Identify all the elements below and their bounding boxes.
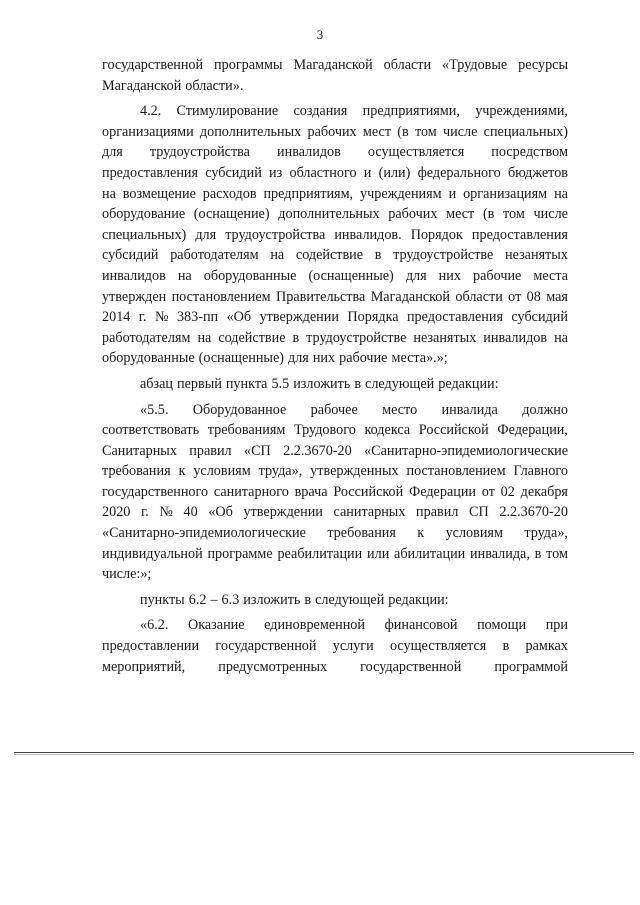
scan-edge-line [14, 752, 634, 753]
word: ресурсы [518, 57, 568, 73]
word: субсидий [205, 164, 262, 181]
page-number: 3 [316, 27, 324, 42]
word: на [270, 247, 285, 264]
word: абилитации [394, 545, 466, 562]
word: в [292, 329, 300, 346]
text-line [102, 307, 568, 328]
text-line [102, 544, 568, 565]
text-line [102, 287, 568, 308]
word: (оснащенные) [308, 267, 394, 284]
text-line [102, 564, 568, 585]
word: предприятиями, [362, 103, 460, 120]
word: санитарного [213, 483, 289, 500]
word: места».»; [391, 350, 448, 367]
word: «Трудовые [442, 57, 508, 73]
word: 40 [183, 504, 198, 521]
text-line [102, 441, 568, 462]
word: в [534, 545, 542, 562]
word: государственной [102, 57, 204, 73]
word: мест [362, 123, 392, 140]
word: рабочих [307, 123, 357, 140]
word: «5.5. [140, 401, 169, 418]
word: том [546, 545, 568, 562]
word: «Об [226, 309, 252, 326]
word: и [363, 164, 372, 181]
text-line [102, 225, 568, 246]
word: индивидуальной [102, 545, 203, 562]
word: следующей [315, 591, 385, 608]
word: Федерации [409, 483, 477, 500]
word: Санитарных [102, 442, 177, 459]
word: № [154, 309, 169, 326]
word: государственного [102, 483, 209, 500]
scan-edge-shadow [14, 754, 634, 755]
word: (оснащенные) [198, 350, 284, 367]
word: трудоустройстве [306, 329, 407, 346]
word: дополнительных [278, 206, 380, 223]
text-line [102, 657, 568, 678]
word: оборудованные [203, 267, 297, 284]
text-line [102, 400, 568, 421]
word: для [195, 226, 217, 243]
word: изложить [293, 375, 351, 392]
word: правил [416, 504, 459, 521]
word: услуги [332, 638, 374, 655]
word: Оказание [187, 617, 245, 634]
word: работодателям [102, 329, 191, 346]
text-line [102, 266, 568, 287]
word: рабочих [388, 206, 438, 223]
text-line [102, 142, 568, 163]
word: организациями [102, 123, 194, 140]
word: г. [140, 504, 149, 521]
word: требования [102, 463, 171, 480]
text-line [102, 590, 568, 611]
word: помощи [477, 617, 527, 634]
word: и [448, 185, 457, 202]
word: предприятиям, [263, 185, 354, 202]
word: государственной [215, 638, 317, 655]
word: том [414, 123, 437, 140]
word: на [197, 329, 212, 346]
word: Трудового [293, 422, 356, 439]
word: утвержден [102, 288, 167, 305]
text-line [102, 122, 568, 143]
word: оборудованные [102, 350, 195, 367]
word: рабочие [472, 267, 522, 284]
word: «Об [208, 504, 233, 521]
word: абзац [140, 375, 174, 392]
word: том [503, 206, 525, 223]
word: инвалидов [483, 329, 548, 346]
word: от [481, 483, 495, 500]
word: дополнительных [199, 123, 302, 140]
word: мест [446, 206, 475, 223]
text-line [102, 461, 568, 482]
word: первый [177, 375, 222, 392]
word: субсидий [102, 247, 159, 264]
text-line [102, 636, 568, 657]
word: инвалида, [470, 545, 530, 562]
text-line [102, 204, 568, 225]
word: из [269, 164, 283, 181]
word: в [354, 375, 362, 392]
word: Порядок [410, 226, 463, 243]
word: трудоустройства [225, 226, 326, 243]
word: единовременной [264, 617, 365, 634]
word: при [545, 617, 568, 634]
text-line [102, 420, 568, 441]
word: инвалидов. [334, 226, 402, 243]
text-line [102, 101, 568, 122]
text-line [102, 184, 568, 205]
word: места [533, 267, 568, 284]
word: на [177, 267, 192, 284]
word: труда», [524, 525, 568, 542]
word: к [178, 463, 186, 480]
word: «Санитарно-эпидемиологические [102, 525, 306, 542]
word: санитарных [333, 504, 406, 521]
word: 6.3 [221, 591, 240, 608]
word: утверждении [259, 309, 339, 326]
word: к [417, 525, 425, 542]
word: пункты [140, 591, 185, 608]
word: Российской [418, 422, 489, 439]
word: труда», [258, 463, 303, 480]
word: предоставления [406, 309, 503, 326]
text-line [102, 523, 568, 544]
word: содействие [295, 247, 364, 264]
word: 4.2. [140, 103, 162, 120]
word: рабочие [339, 350, 388, 367]
word: г. [138, 309, 147, 326]
word: организациям [463, 185, 548, 202]
word: Правительства [276, 288, 366, 305]
word: постановлением [171, 288, 271, 305]
word: субсидий [511, 309, 568, 326]
word: 5.5 [271, 375, 290, 392]
word: следующей [365, 375, 435, 392]
word: них [312, 350, 336, 367]
word: рабочее [310, 401, 358, 418]
word: незанятых [413, 329, 477, 346]
word: для [287, 350, 309, 367]
word: Главного [513, 463, 568, 480]
word: мая [546, 288, 568, 305]
word: областного [289, 164, 357, 181]
word: оборудование [102, 206, 186, 223]
word: предоставления [102, 164, 199, 181]
word: 2014 [102, 309, 131, 326]
word: рамках [525, 638, 568, 655]
word: в [502, 638, 510, 655]
word: 08 [526, 288, 541, 305]
text-line [102, 55, 568, 76]
word: федерального [417, 164, 501, 181]
word: (в [482, 206, 495, 223]
word: «6.2. [140, 617, 169, 634]
word: инвалидов [277, 144, 341, 161]
text-line [102, 348, 568, 369]
word: учреждениям [360, 185, 442, 202]
word: области [455, 288, 503, 305]
word: Российской [333, 483, 404, 500]
word: 2.2.3670-20 [283, 442, 352, 459]
word: числе [443, 123, 478, 140]
word: – [210, 591, 218, 608]
word: 02 [500, 483, 515, 500]
word: Стимулирование [176, 103, 279, 120]
word: Федерации, [497, 422, 568, 439]
word: на [102, 185, 116, 202]
word: «СП [243, 442, 271, 459]
word: специальных) [102, 226, 187, 243]
word: от [508, 288, 522, 305]
word: врача [294, 483, 328, 500]
word: требования [327, 525, 396, 542]
word: пункта [225, 375, 268, 392]
text-line [102, 76, 568, 97]
word: государственной [360, 658, 462, 675]
word: условиям [193, 463, 251, 480]
word: посредством [491, 144, 568, 161]
word: возмещение [122, 185, 196, 202]
word: трудоустройстве [393, 247, 494, 264]
word: утвержденных [310, 463, 399, 480]
word: осуществляется [389, 638, 487, 655]
word: предусмотренных [218, 658, 328, 675]
word: или [367, 545, 390, 562]
word: незанятых [505, 247, 568, 264]
text-line [102, 615, 568, 636]
word: них [438, 267, 461, 284]
word: кодекса [364, 422, 411, 439]
text-line [102, 163, 568, 184]
word: редакции: [438, 375, 499, 392]
word: в [374, 247, 382, 264]
word: программе [207, 545, 273, 562]
word: предоставлении [102, 638, 200, 655]
word: числе:»; [102, 566, 152, 583]
word: постановлением [406, 463, 506, 480]
word: программы [214, 57, 283, 73]
word: предоставления [471, 226, 568, 243]
word: учреждениями, [475, 103, 568, 120]
word: соответствовать [102, 422, 200, 439]
word: СП [469, 504, 489, 521]
word: для [102, 144, 123, 161]
word: для [405, 267, 427, 284]
word: Магаданской [293, 57, 373, 73]
word: создания [293, 103, 348, 120]
word: редакции: [388, 591, 449, 608]
word: Магаданской [102, 77, 182, 94]
word: на [554, 185, 568, 202]
word: области [383, 57, 432, 73]
word: 2.2.3670-20 [499, 504, 568, 521]
word: бюджетов [507, 164, 568, 181]
word: Порядка [347, 309, 399, 326]
word: мероприятий, [102, 658, 186, 675]
word: на [554, 329, 568, 346]
word: программой [494, 658, 568, 675]
word: «Санитарно-эпидемиологические [364, 442, 568, 459]
word: Оборудованное [192, 401, 287, 418]
word: финансовой [384, 617, 458, 634]
word: 383-пп [176, 309, 219, 326]
word: специальных) [483, 123, 568, 140]
text-line [102, 374, 568, 395]
word: 6.2 [188, 591, 207, 608]
word: инвалида [441, 401, 498, 418]
word: области». [185, 77, 244, 94]
word: осуществляется [367, 144, 465, 161]
word: числе [533, 206, 568, 223]
word: содействие [218, 329, 286, 346]
word: в [304, 591, 312, 608]
word: расходов [202, 185, 257, 202]
word: работодателям [170, 247, 259, 264]
word: инвалидов [102, 267, 166, 284]
word: (оснащение) [193, 206, 270, 223]
word: 2020 [102, 504, 131, 521]
word: изложить [243, 591, 301, 608]
word: декабря [520, 483, 568, 500]
word: место [382, 401, 418, 418]
text-line [102, 482, 568, 503]
word: требованиям [207, 422, 286, 439]
word: (или) [378, 164, 411, 181]
word: № [159, 504, 173, 521]
word: условиям [445, 525, 503, 542]
word: (в [397, 123, 409, 140]
word: Магаданской [370, 288, 450, 305]
word: правил [189, 442, 232, 459]
word: утверждении [243, 504, 323, 521]
document-body [102, 55, 568, 677]
text-line [102, 245, 568, 266]
text-line [102, 502, 568, 523]
word: должно [522, 401, 568, 418]
text-line [102, 328, 568, 349]
word: реабилитации [277, 545, 363, 562]
word: трудоустройства [149, 144, 250, 161]
